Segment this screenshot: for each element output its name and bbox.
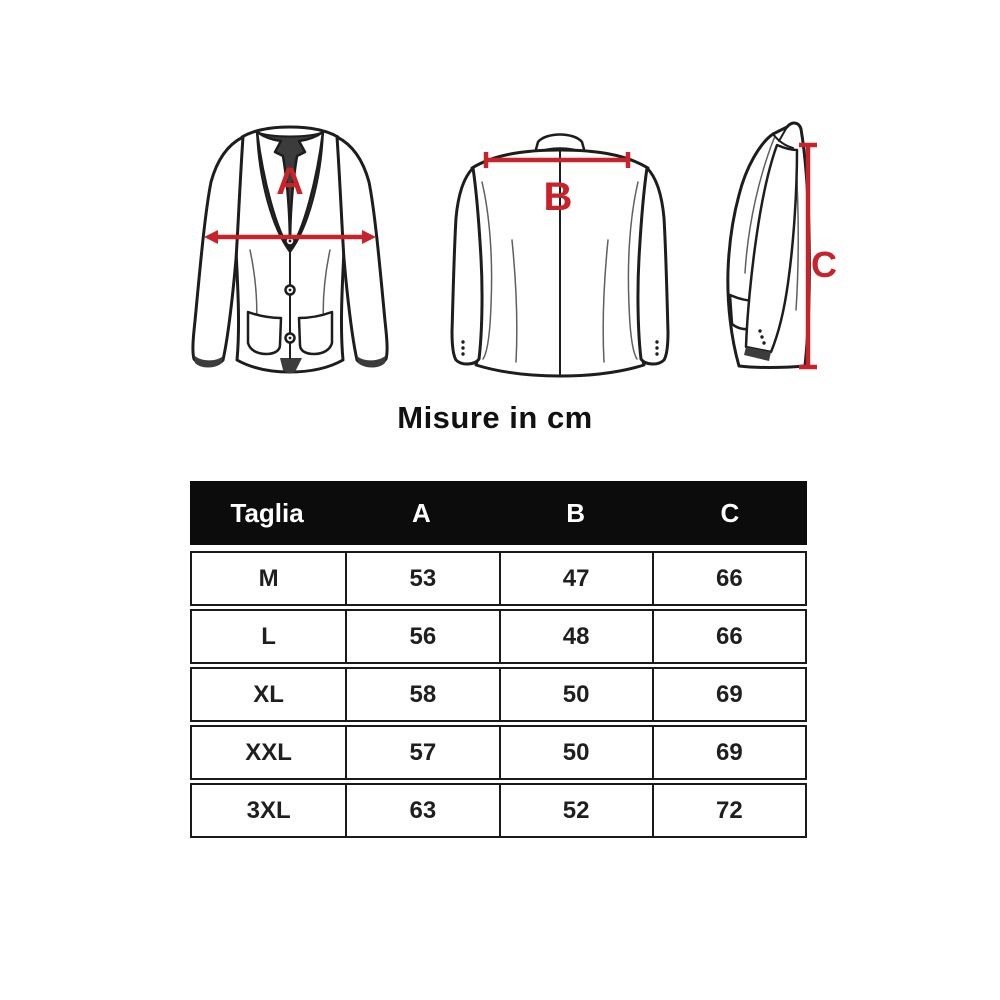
measure-c-cell: 72	[652, 785, 805, 836]
page-title: Misure in cm	[397, 400, 593, 435]
measure-a-cell: 58	[345, 669, 498, 720]
column-header-taglia: Taglia	[230, 497, 304, 528]
left-sleeve	[193, 137, 243, 365]
jacket-front-view-diagram	[180, 118, 400, 378]
table-row-xl	[190, 667, 807, 722]
size-cell: XXL	[245, 738, 292, 766]
measure-b-cell: 48	[499, 611, 652, 662]
table-header-row	[190, 481, 807, 545]
right-pocket	[299, 312, 332, 354]
jacket-side-view-diagram	[700, 105, 850, 390]
jacket-back-view-diagram	[450, 120, 670, 378]
left-pocket	[248, 312, 281, 354]
measure-label-c: C	[811, 244, 837, 285]
table-row-3xl	[190, 783, 807, 838]
measure-c-cell: 69	[652, 669, 805, 720]
table-row-xxl	[190, 725, 807, 780]
measure-a-cell: 53	[345, 553, 498, 604]
measure-label-a: A	[276, 161, 304, 203]
column-header-a: A	[411, 497, 431, 528]
measure-b-cell: 50	[499, 727, 652, 778]
measure-a-cell: 63	[345, 785, 498, 836]
table-row-l	[190, 609, 807, 664]
measure-b-cell: 50	[499, 669, 652, 720]
measure-c-cell: 66	[652, 553, 805, 604]
measure-a-cell: 57	[345, 727, 498, 778]
right-sleeve	[337, 137, 387, 365]
size-cell: XL	[253, 680, 284, 708]
size-cell: 3XL	[246, 796, 291, 824]
column-header-c: C	[720, 497, 740, 528]
measure-c-cell: 66	[652, 611, 805, 662]
size-table	[190, 481, 807, 838]
measure-c-cell: 69	[652, 727, 805, 778]
column-header-b: B	[566, 497, 586, 528]
measure-label-b: B	[543, 175, 573, 219]
table-row-m	[190, 551, 807, 606]
measure-a-cell: 56	[345, 611, 498, 662]
measure-b-cell: 47	[499, 553, 652, 604]
back-left-sleeve	[452, 168, 482, 364]
size-cell: M	[258, 564, 279, 592]
measure-b-cell: 52	[499, 785, 652, 836]
back-right-sleeve	[638, 168, 668, 364]
size-cell: L	[261, 622, 276, 650]
